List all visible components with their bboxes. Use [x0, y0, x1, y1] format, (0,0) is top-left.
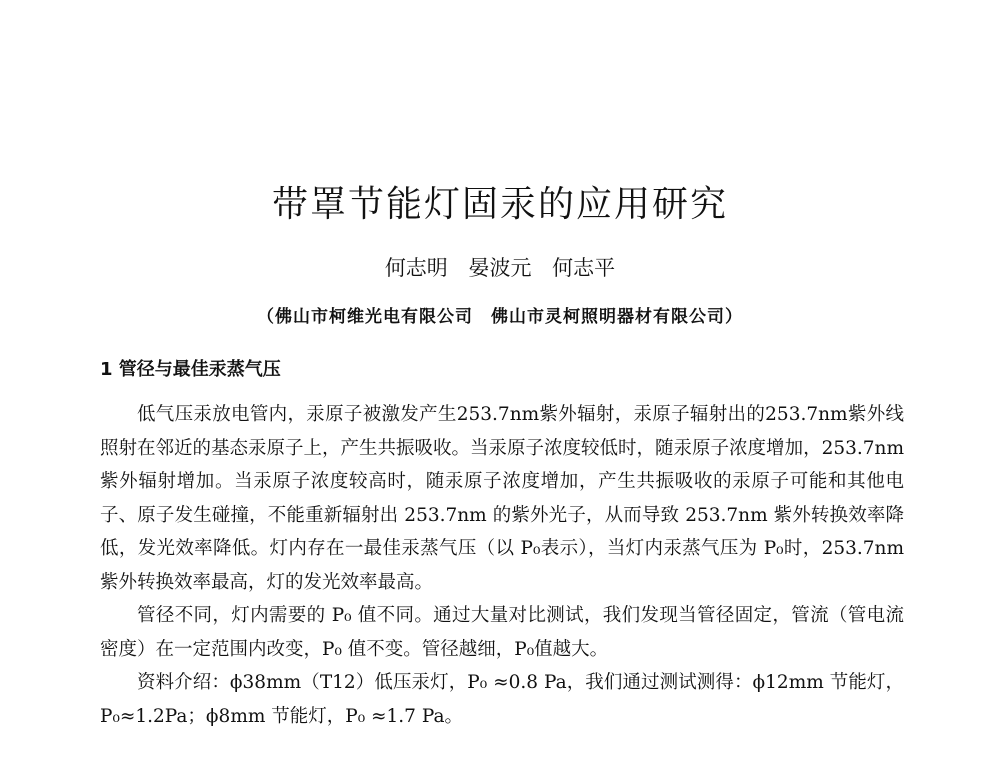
- affiliation-line: （佛山市柯维光电有限公司 佛山市灵柯照明器材有限公司）: [257, 307, 743, 327]
- article-title: 带罩节能灯固汞的应用研究: [271, 184, 728, 225]
- section-body: [100, 398, 904, 733]
- paragraph-2: 管径不同，灯内需要的 P₀ 值不同。通过大量对比测试，我们发现当管径固定，管流（管电流密度）在一定范围内改变，P₀ 值不变。管径越细，P₀值越大。: [100, 605, 904, 660]
- paragraph-3: 资料介绍：ϕ38mm（T12）低压汞灯，P₀ ≈0.8 Pa，我们通过测试测得：ϕ12mm 节能灯，P₀≈1.2Pa；ϕ8mm 节能灯，P₀ ≈1.7 Pa。: [100, 672, 904, 727]
- author-list: 何志明 晏波元 何志平: [384, 256, 616, 280]
- paragraph-1: 低气压汞放电管内，汞原子被激发产生253.7nm紫外辐射，汞原子辐射出的253.7nm紫外线照射在邻近的基态汞原子上，产生共振吸收。当汞原子浓度较低时，随汞原子浓度增加，253.7nm紫外辐射增加。当汞原子浓度较高时，随汞原子浓度增加，产生共振吸收的汞原子可能和其他电子、原子发生碰撞，不能重新辐射出 253.7nm 的紫外光子，从而导致 253.7nm 紫外转换效率降低，发光效率降低。灯内存在一最佳汞蒸气压（以 P₀表示），当灯内汞蒸气压为 P₀时，253.7nm 紫外转换效率最高，灯的发光效率最高。: [100, 404, 904, 593]
- section-heading: 1 管径与最佳汞蒸气压: [100, 359, 281, 380]
